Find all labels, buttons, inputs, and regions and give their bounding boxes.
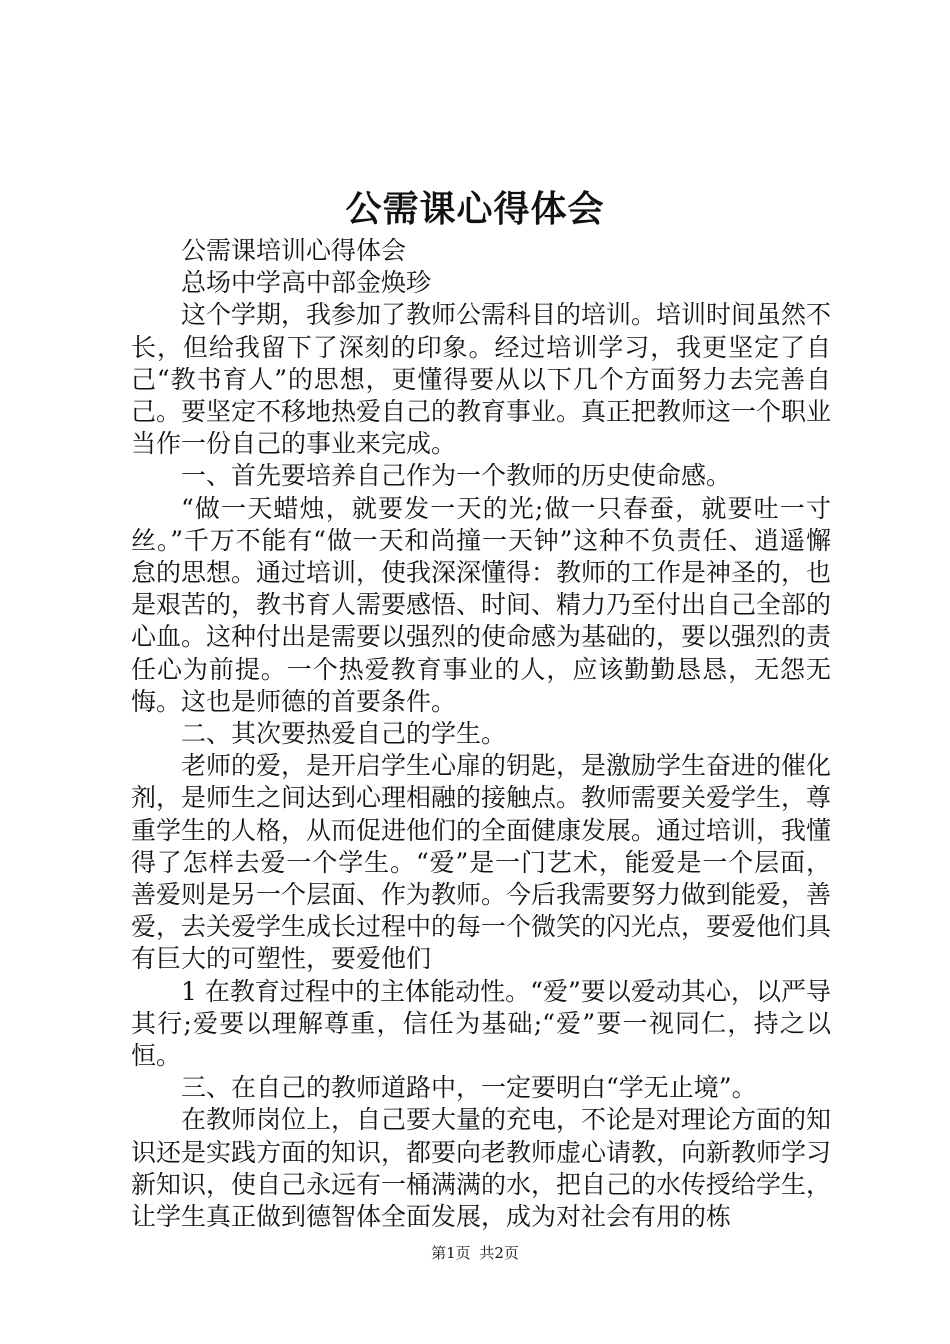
section-heading-3: 三、在自己的教师道路中，一定要明白“学无止境”。 bbox=[181, 1073, 757, 1103]
paragraph-subtitle: 公需课培训心得体会 bbox=[181, 236, 407, 265]
page-footer bbox=[0, 1243, 950, 1263]
paragraph-section-2-cont: 1 在教育过程中的主体能动性。“爱”要以爱动其心，以严导其行;爱要以理解尊重，信任为基础;“爱”要一视同仁，持之以恒。 bbox=[131, 976, 831, 1071]
paragraph-section-3: 在教师岗位上，自己要大量的充电，不论是对理论方面的知识还是实践方面的知识，都要向老教师虚心请教，向新教师学习新知识，使自己永远有一桶满满的水，把自己的水传授给学生，让学生真正做到德智体全面发展，成为对社会有用的栋 bbox=[131, 1105, 832, 1232]
page-number: 第1页 bbox=[431, 1244, 471, 1262]
section-heading-1: 一、首先要培养自己作为一个教师的历史使命感。 bbox=[181, 461, 732, 491]
paragraph-section-2: 老师的爱，是开启学生心扉的钥匙，是激励学生奋进的催化剂，是师生之间达到心理相融的接触点。教师需要关爱学生，尊重学生的人格，从而促进他们的全面健康发展。通过培训，我懂得了怎样去爱一个学生。“爱”是一门艺术，能爱是一个层面，善爱则是另一个层面、作为教师。今后我需要努力做到能爱，善爱，去关爱学生成长过程中的每一个微笑的闪光点，要爱他们具有巨大的可塑性，要爱他们 bbox=[131, 751, 832, 974]
page-title: 公需课心得体会 bbox=[345, 188, 605, 230]
document-body bbox=[131, 235, 831, 1233]
paragraph-section-1: “做一天蜡烛，就要发一天的光;做一只春蚕，就要吐一寸丝。”千万不能有“做一天和尚撞一天钟”这种不负责任、逍遥懈怠的思想。通过培训，使我深深懂得：教师的工作是神圣的，也是艰苦的，教书育人需要感悟、时间、精力乃至付出自己全部的心血。这种付出是需要以强烈的使命感为基础的，要以强烈的责任心为前提。一个热爱教育事业的人，应该勤勤恳恳，无怨无悔。这也是师德的首要条件。 bbox=[131, 493, 832, 716]
paragraph-author: 总场中学高中部金焕珍 bbox=[181, 268, 432, 298]
section-heading-2: 二、其次要热爱自己的学生。 bbox=[181, 719, 507, 749]
page-total: 共2页 bbox=[479, 1244, 519, 1262]
paragraph-intro: 这个学期，我参加了教师公需科目的培训。培训时间虽然不长，但给我留下了深刻的印象。经过培训学习，我更坚定了自己“教书育人”的思想，更懂得要从以下几个方面努力去完善自己。要坚定不移地热爱自己的教育事业。真正把教师这一个职业当作一份自己的事业来完成。 bbox=[131, 300, 832, 459]
